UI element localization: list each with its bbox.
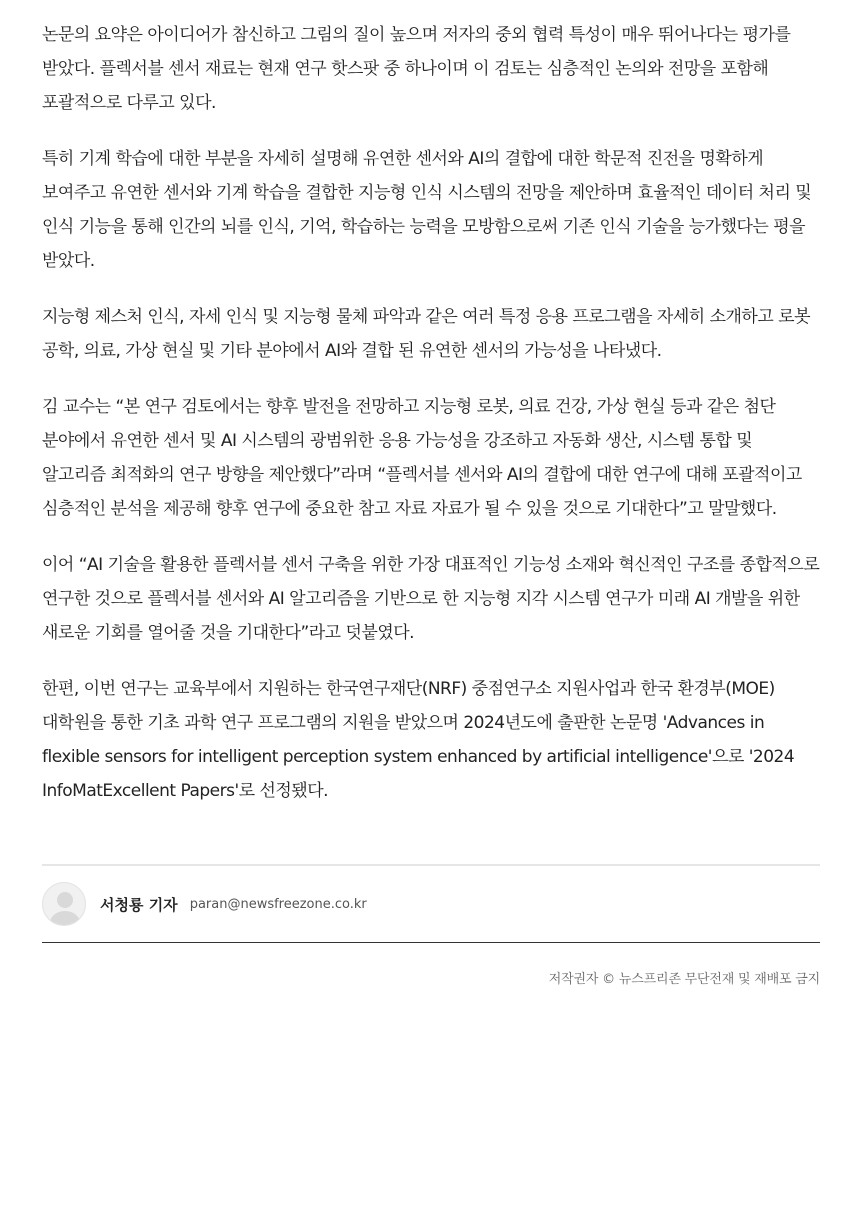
article-paragraph: 한편, 이번 연구는 교육부에서 지원하는 한국연구재단(NRF) 중점연구소 지원사업과 한국 환경부(MOE) 대학원을 통한 기초 과학 연구 프로그램의 지원을 받았으며 2024년도에 출판한 논문명 'Advances in flexible sensors for intelligent perception system enhanced by artificial intelligence'으로 '2024 InfoMatExcellent Papers'로 선정됐다. bbox=[42, 679, 795, 801]
article-body bbox=[42, 18, 820, 830]
article-paragraph: 논문의 요약은 아이디어가 참신하고 그림의 질이 높으며 저자의 중외 협력 특성이 매우 뛰어나다는 평가를 받았다. 플렉서블 센서 재료는 현재 연구 핫스팟 중 하나이며 이 검토는 심층적인 논의와 전망을 포함해 포괄적으로 다루고 있다. bbox=[42, 25, 791, 113]
user-avatar-icon bbox=[42, 882, 86, 926]
byline-top-divider bbox=[42, 864, 820, 866]
reporter-byline bbox=[42, 880, 367, 928]
article-paragraph: 특히 기계 학습에 대한 부분을 자세히 설명해 유연한 센서와 AI의 결합에 대한 학문적 진전을 명확하게 보여주고 유연한 센서와 기계 학습을 결합한 지능형 인식 시스템의 전망을 제안하며 효율적인 데이터 처리 및 인식 기능을 통해 인간의 뇌를 인식, 기억, 학습하는 능력을 모방함으로써 기존 인식 기술을 능가했다는 평을 받았다. bbox=[42, 149, 812, 271]
article-paragraph: 김 교수는 “본 연구 검토에서는 향후 발전을 전망하고 지능형 로봇, 의료 건강, 가상 현실 등과 같은 첨단 분야에서 유연한 센서 및 AI 시스템의 광범위한 응용 가능성을 강조하고 자동화 생산, 시스템 통합 및 알고리즘 최적화의 연구 방향을 제안했다”라며 “플렉서블 센서와 AI의 결합에 대한 연구에 대해 포괄적이고 심층적인 분석을 제공해 향후 연구에 중요한 참고 자료 자료가 될 수 있을 것으로 기대한다”고 말말했다. bbox=[42, 397, 802, 519]
article-paragraph: 지능형 제스처 인식, 자세 인식 및 지능형 물체 파악과 같은 여러 특정 응용 프로그램을 자세히 소개하고 로봇 공학, 의료, 가상 현실 및 기타 분야에서 AI와 결합 된 유연한 센서의 가능성을 나타냈다. bbox=[42, 307, 811, 361]
reporter-name[interactable]: 서청룡 기자 bbox=[100, 895, 178, 914]
article-paragraph: 이어 “AI 기술을 활용한 플렉서블 센서 구축을 위한 가장 대표적인 기능성 소재와 혁신적인 구조를 종합적으로 연구한 것으로 플렉서블 센서와 AI 알고리즘을 기반으로 한 지능형 지각 시스템 연구가 미래 AI 개발을 위한 새로운 기회를 열어줄 것을 기대한다”라고 덧붙였다. bbox=[42, 555, 820, 643]
reporter-email[interactable]: paran@newsfreezone.co.kr bbox=[189, 896, 367, 912]
byline-bottom-divider bbox=[42, 942, 820, 943]
copyright-notice: 저작권자 © 뉴스프리존 무단전재 및 재배포 금지 bbox=[548, 972, 820, 987]
